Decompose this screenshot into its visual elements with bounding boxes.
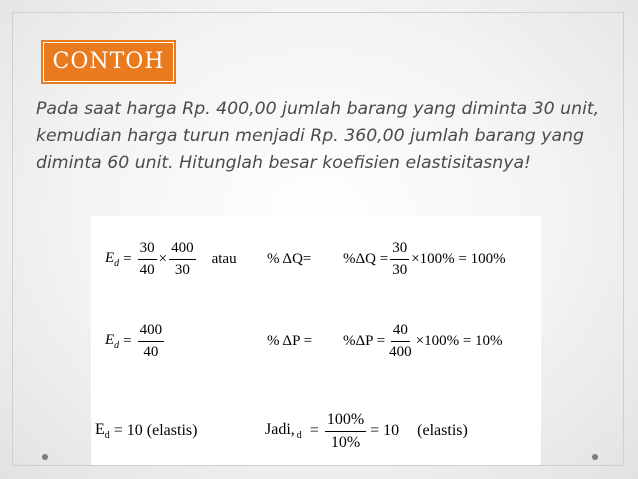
- pct-dp-formula: %ΔP = $\frac{40}{400}$ ×100% = 10%: [343, 321, 503, 360]
- fraction-400-40: $\frac{400}{40}$: [139, 321, 163, 360]
- bullet-dot-right: [592, 454, 598, 460]
- equals-sign: =: [123, 332, 132, 349]
- ed-formula-row2: [105, 318, 166, 364]
- fraction-30-40: $\frac{30}{40}$: [139, 239, 155, 278]
- jadi-result: = 10: [370, 422, 400, 439]
- pct-dq-label: % ΔQ=: [267, 250, 312, 267]
- times-sign: ×: [158, 250, 168, 267]
- pct-dq-formula: %ΔQ = $\frac{30}{30}$ ×100% = 100%: [343, 239, 506, 278]
- ed-result: $E_d$ = 10 (elastis): [95, 420, 198, 442]
- bullet-dot-left: [42, 454, 48, 460]
- fraction-400-30: $\frac{400}{30}$: [171, 239, 194, 278]
- jadi-conclusion: Jadi, $_d$ = $\frac{100\%}{10\%}$ = 10 (elastis): [265, 410, 468, 451]
- pct-dq-result: ×100% = 100%: [411, 250, 506, 267]
- contoh-badge: CONTOH: [43, 42, 174, 82]
- jadi-label: Jadi, $_d$: [265, 420, 302, 442]
- ed-formula-row1: [105, 236, 237, 282]
- jadi-note: (elastis): [417, 422, 468, 439]
- problem-text: Pada saat harga Rp. 400,00 jumlah barang yang diminta 30 unit, kemudian harga turun menjadi Rp. 360,00 jumlah barang yang diminta 60 unit. Hitunglah besar koefisien elastisitasnya!: [36, 99, 600, 173]
- ed-symbol: $E_d$: [105, 249, 120, 269]
- pct-dp-result: ×100% = 10%: [415, 332, 503, 349]
- equals-sign: =: [123, 250, 132, 267]
- fraction-40-400: $\frac{40}{400}$: [389, 321, 412, 360]
- pct-dp-label: % ΔP =: [267, 332, 313, 349]
- formula-panel: [91, 216, 541, 465]
- ed-symbol: $E_d$: [105, 331, 120, 351]
- fraction-30-30: $\frac{30}{30}$: [392, 239, 408, 278]
- atau-label: atau: [211, 250, 237, 267]
- fraction-100pct-10pct: $\frac{100\%}{10\%}$: [326, 410, 365, 451]
